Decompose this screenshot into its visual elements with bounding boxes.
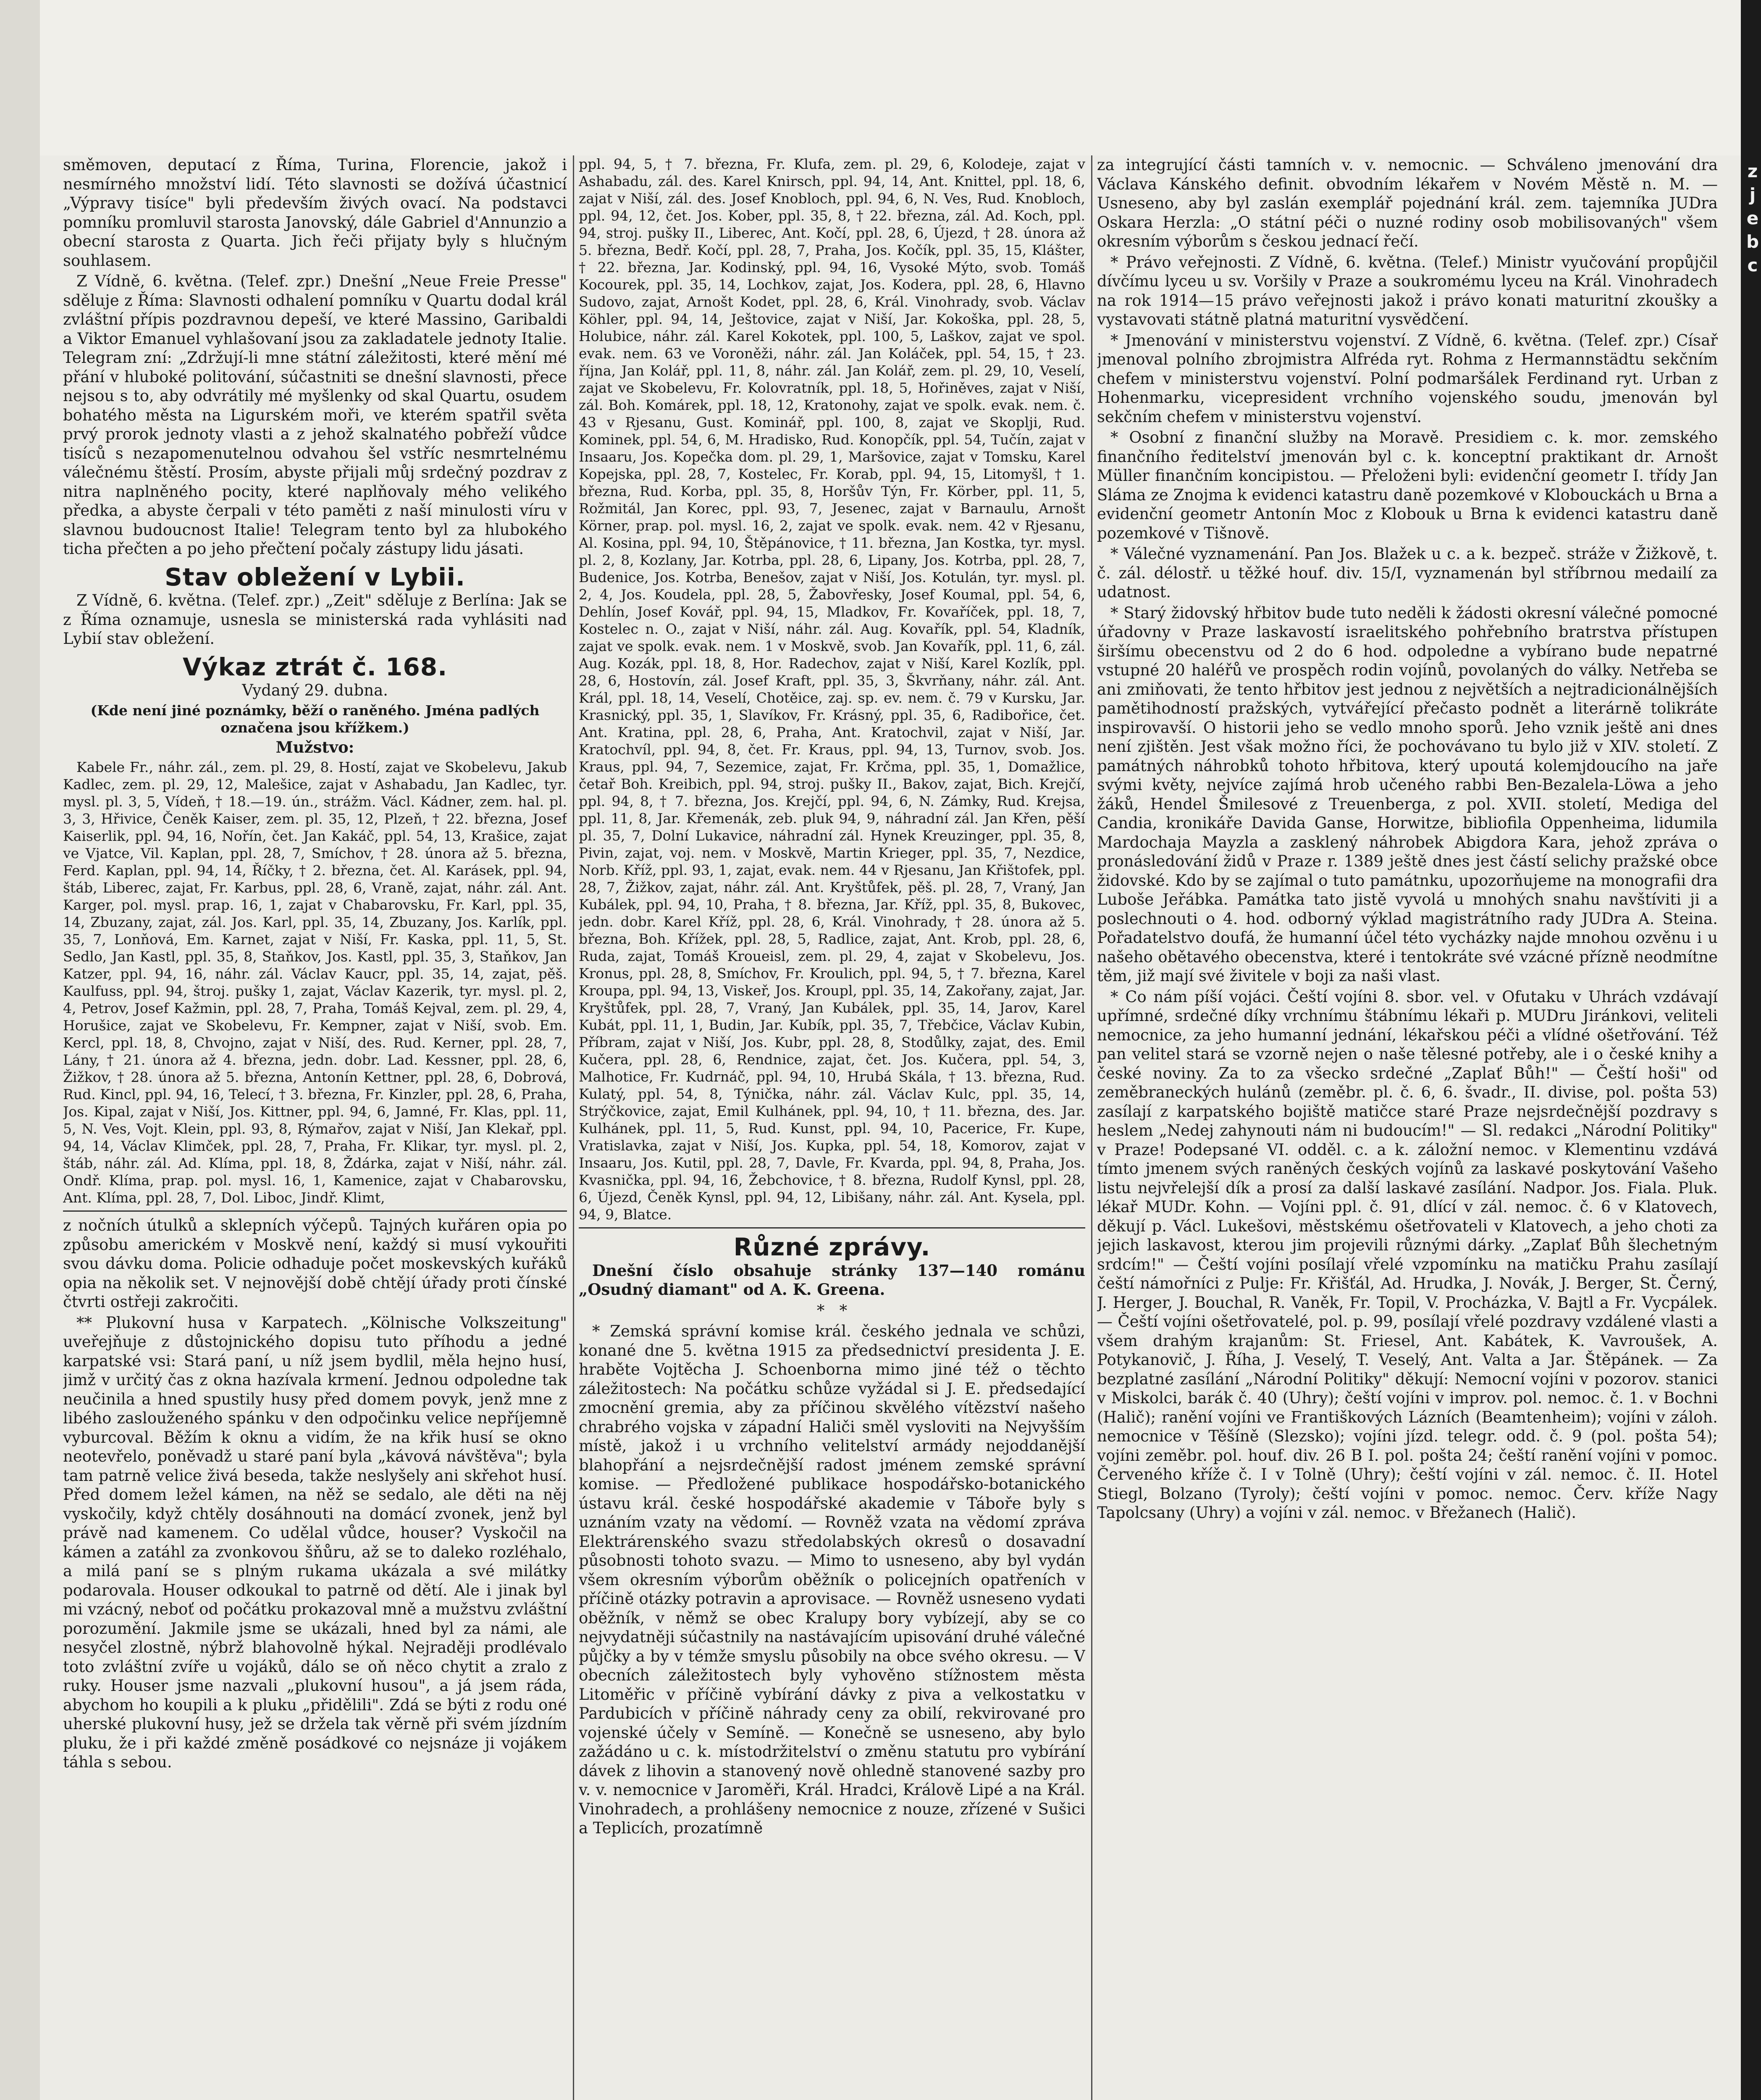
column-rule-1	[573, 155, 574, 2100]
column-1	[63, 155, 567, 2100]
column-rule-2	[1091, 155, 1092, 2100]
ruzne-zpravy-heading: Různé zprávy.	[733, 1233, 931, 1261]
right-edge-strip	[1741, 0, 1761, 2100]
jewish-cemetery-paragraph: * Starý židovský hřbitov bude tuto neděli k žádosti okresní válečné pomocné úřadovny v Praze laskavostí israelitského pohřebního bratrstva přístupen širšímu obecenstvu od 2 do 6 hod. odpoledne a vybírano bude nepatrné vstupné 20 haléřů ve prospěch rodin vojínů, povolaných do války. Netřeba se ani zmiňovati, že tento hřbitov jest jednou z největších a nejtradicionálnějších pamětihodností pražských, vytvářející přečasto podnět a literárně tolikráte inspirovavší. O historii jeho se vedlo mnoho sporů. Jeho vznik ještě ani dnes není zjištěn. Jest však možno říci, že pochovávano tu bylo již v XIV. století. Z památných náhrobků tohoto hřbitova, který upoutá kolemjdoucího na jaře svými květy, nejvíce zajímá hrob učeného rabbi Ben-Bezalela-Löwa a jeho žáků, Hendel Šmilesové z Treuenberga, z pol. XVII. století, Mediga del Candia, kronikáře Davida Ganse, Horwitze, bibliofila Oppenheima, lidumila Mardochaja Mayzla a zasklený náhrobek Abigdora Kara, jehož zpráva o pronásledování židů v Praze r. 1389 ještě dnes jest částí selichy pražské obce židovské. Kdo by se zajímal o tuto památnku, upozorňujeme na monografii dra Luboše Jeřábka. Památka tato jistě vyvolá u mnohých snahu navštíviti ji a poslechnouti o 4. hod. odborný výklad magistrátního rady JUDra A. Steina. Pořadatelstvo doufá, že humanní účel této vycházky najde mnohou ozvěnu i u našeho obětavého obecenstva, které i tentokráte své vzácné přízně neodmítne těm, již mají své živitele v boji za naši vlast.	[1097, 604, 1718, 985]
vykaz-date: Vydaný 29. dubna.	[242, 681, 388, 699]
divider	[579, 1227, 1085, 1228]
novel-notice: Dnešní číslo obsahuje stránky 137—140 románu „Osudný diamant" od A. K. Greena.	[579, 1261, 1085, 1299]
left-margin	[0, 0, 40, 2100]
column-2	[579, 155, 1085, 2100]
lybie-paragraph: Z Vídně, 6. května. (Telef. zpr.) „Zeit" sděluje z Berlína: Jak se z Říma oznamuje, usnesla se ministerská rada vyhlásiti nad Lybií stav obležení.	[63, 591, 567, 648]
column-3	[1097, 155, 1718, 2100]
king-telegram-paragraph: Z Vídně, 6. května. (Telef. zpr.) Dnešní „Neue Freie Presse" sděluje z Říma: Slavnosti odhalení pomníku v Quartu dodal král zvláštní přípis pozdravnou depeší, ve které Massino, Garibaldi a Viktor Emanuel vyhlašovaní jsou za zakladatele jednoty Italie. Telegram zní: „Zdržují-li mne státní záležitosti, které mění mé přání v hluboké politování, súčastniti se dnešní slavnosti, přece nejsou s to, aby odvrátily mé myšlenky od skal Quartu, osudem bohatého města na Ligurském moři, ve kterém spatřil světa prvý prorok jednoty vlasti a z jehož skalnatého pobřeží vůdce tisíců s nezapomenutelnou odvahou šel vstříc nesmrtelnému válečnému štěstí. Prosím, abyste přijali můj srdečný pozdrav z nitra naplněného pocity, které naplňovaly mého velikého předka, a abyste čerpali v této paměti z naší minulosti víru v slavnou budoucnost Italie! Telegram tento byl za hlubokého ticha přečten a po jeho přečtení počaly zástupy lidu jásati.	[63, 272, 567, 558]
opium-paragraph: z nočních útulků a sklepních výčepů. Tajných kuřáren opia po způsobu americkém v Moskvě není, každý si musí vykouřiti svou dávku doma. Policie odhaduje počet moskevských kuřáků opia na několik set. V nejnovější době chtějí úřady proti čínské čtvrti ostřeji zakročiti.	[63, 1216, 567, 1311]
separator-stars: * *	[816, 1301, 848, 1320]
lybie-heading: Stav obležení v Lybii.	[165, 562, 465, 591]
vykaz-section-label: Mužstvo:	[276, 738, 354, 756]
war-ministry-appointments-paragraph: * Jmenování v ministerstvu vojenství. Z Vídně, 6. května. (Telef. zpr.) Císař jmenoval polního zbrojmistra Alfréda ryt. Rohma z Hermannstädtu sekčním chefem v ministerstvu vojenství. Polní podmaršálek Ferdinand ryt. Urban z Hohenmarku, vicepresident vrchního vojenského soudu, jmenován byl sekčním chefem v ministerstvu vojenství.	[1097, 331, 1718, 426]
zemska-komise-paragraph: * Zemská správní komise král. českého jednala ve schůzi, konané dne 5. května 1915 za předsednictví presidenta J. E. hraběte Vojtěcha J. Schoenborna mimo jiné též o těchto záležitostech: Na počátku schůze vyžádal si J. E. předsedající zmocnění gremia, aby za příčinou skvělého vítězství našeho chrabrého vojska v západní Haliči směl vysloviti na Nejvyšším místě, jakož i u vrchního velitelství armády nejoddanější blahopřání a nejsrdečnější radost jménem zemské správní komise. — Předložené publikace hospodářsko-botanického ústavu král. české hospodářské akademie v Táboře byly s uznáním vzaty na vědomí. — Rovněž vzata na vědomí zpráva Elektrárenského svazu středolabských okresů o dosavadní působnosti tohoto svazu. — Mimo to usneseno, aby byl vydán všem okresním výborům oběžník o policejních opatřeních v příčině otázky potravin a aprovisace. — Rovněž usneseno vydati oběžník, v němž se obec Kralupy bory vybízejí, aby se co nejvydatněji súčastnily na nastávajícím upisování druhé válečné půjčky a by v témže smyslu působily na obce svého okresu. — V obecních záležitostech byly vyhověno stížnostem města Litoměřic v příčině vybírání dávky z piva a velkostatku v Pardubicích v příčině náhrady ceny za obilí, rekvirované pro vojenské účely v Semíně. — Konečně se usneseno, aby bylo zažádáno u c. k. místodržitelství o změnu statutu pro vybírání dávek z lihovin a stanovený nově ohledně stanovené sazby pro v. v. nemocnice v Jaroměři, Král. Hradci, Králově Lipé a na Král. Vinohradech, a prohlášeny nemocnice z nouze, zřízené v Sušici a Teplicích, prozatímně	[579, 1322, 1085, 1837]
casualty-list-part-2: ppl. 94, 5, † 7. března, Fr. Klufa, zem. pl. 29, 6, Kolodeje, zajat v Ashabadu, zál. des. Karel Knirsch, ppl. 94, 14, Ant. Knittel, ppl. 18, 6, zajat v Niší, zál. des. Josef Knobloch, ppl. 94, 6, N. Ves, Rud. Knobloch, ppl. 94, 12, čet. Jos. Kober, ppl. 35, 8, † 22. března, zál. Ad. Koch, ppl. 94, stroj. pušky II., Liberec, Ant. Kočí, ppl. 28, 6, Újezd, † 28. února až 5. března, Bedř. Kočí, ppl. 28, 7, Praha, Jos. Kočík, ppl. 35, 15, Klášter, † 22. března, Jar. Kodinský, ppl. 94, 16, Vysoké Mýto, svob. Tomáš Kocourek, ppl. 35, 14, Lochkov, zajat, Jos. Kodera, ppl. 28, 6, Hlavno Sudovo, zajat, Arnošt Kodet, ppl. 28, 6, Král. Vinohrady, svob. Václav Köhler, ppl. 94, 14, Ještovice, zajat v Niší, Jar. Kokoška, ppl. 28, 5, Holubice, náhr. zál. Karel Kokotek, ppl. 100, 5, Laškov, zajat ve spol. evak. nem. 63 ve Voroněži, náhr. zál. Jan Koláček, ppl. 54, 15, † 23. října, Jan Kolář, ppl. 11, 8, náhr. zál. Jan Kolář, zem. pl. 29, 10, Veselí, zajat ve Skobelevu, Fr. Kolovratník, ppl. 18, 5, Hořiněves, zajat v Niší, zál. Boh. Komárek, ppl. 18, 12, Kratonohy, zajat ve spolk. evak. nem. č. 43 v Rjesanu, Gust. Kominář, ppl. 100, 8, zajat ve Skoplji, Rud. Kominek, ppl. 54, 6, M. Hradisko, Rud. Konopčík, ppl. 54, Tučín, zajat v Insaaru, Jos. Kopečka dom. pl. 29, 1, Maršovice, zajat v Tomsku, Karel Kopejska, ppl. 28, 7, Kostelec, Fr. Korab, ppl. 94, 15, Litomyšl, † 1. března, Rud. Korba, ppl. 35, 8, Horšův Týn, Fr. Körber, ppl. 11, 5, Rožmitál, Jan Korec, ppl. 93, 7, Jesenec, zajat v Barnaulu, Arnošt Körner, prap. pol. mysl. 16, 2, zajat ve spolk. evak. nem. 42 v Rjesanu, Al. Kosina, ppl. 94, 10, Štěpánovice, † 11. března, Jan Kostka, tyr. mysl. pl. 2, 8, Kozlany, Jar. Kotrba, ppl. 28, 6, Lipany, Jos. Kotrba, ppl. 28, 7, Budenice, Jos. Kotrba, Benešov, zajat v Niší, Jos. Kotulán, tyr. mysl. pl. 2, 4, Jos. Koudela, ppl. 28, 5, Žabovřesky, Josef Koumal, ppl. 54, 6, Dehlín, Josef Kovář, ppl. 94, 15, Mladkov, Fr. Kovaříček, ppl. 18, 7, Kostelec n. O., zajat v Niší, náhr. zál. Aug. Kovařík, ppl. 54, Kladník, zajat ve spolk. evak. nem. 1 v Moskvě, svob. Jan Kovařík, ppl. 11, 6, zál. Aug. Kozák, ppl. 18, 8, Hor. Radechov, zajat v Niší, Karel Kozlík, ppl. 28, 6, Hostovín, zál. Josef Kraft, ppl. 35, 3, Škvrňany, náhr. zál. Ant. Král, ppl. 18, 14, Veselí, Chotěice, zaj. sp. ev. nem. č. 79 v Kursku, Jar. Krasnický, ppl. 35, 1, Slavíkov, Fr. Krásný, ppl. 35, 6, Radibořice, čet. Ant. Kratina, ppl. 28, 6, Praha, Ant. Kratochvil, zajat v Niší, Jar. Kratochvíl, ppl. 94, 8, čet. Fr. Kraus, ppl. 94, 13, Turnov, svob. Jos. Kraus, ppl. 94, 7, Sezemice, zajat, Fr. Krčma, ppl. 35, 1, Domažlice, četař Boh. Kreibich, ppl. 94, stroj. pušky II., Bakov, zajat, Bich. Krejčí, ppl. 94, 8, † 7. března, Jos. Krejčí, ppl. 94, 6, N. Zámky, Rud. Krejsa, ppl. 11, 8, Jar. Křemenák, zeb. pluk 94, 9, náhradní zál. Jan Křen, pěší pl. 35, 7, Dolní Lukavice, náhradní zál. Hynek Kreuzinger, ppl. 35, 8, Pivin, zajat, voj. nem. v Moskvě, Martin Krieger, ppl. 35, 7, Nezdice, Norb. Kříž, ppl. 93, 1, zajat, evak. nem. 44 v Rjesanu, Jan Křištofek, ppl. 28, 7, Žižkov, zajat, náhr. zál. Ant. Kryštůfek, pěš. pl. 28, 7, Vraný, Jan Kubálek, ppl. 94, 10, Praha, † 8. března, Jar. Kříž, ppl. 35, 8, Bukovec, jedn. dobr. Karel Kříž, ppl. 28, 6, Král. Vinohrady, † 28. února až 5. března, Boh. Křížek, ppl. 28, 5, Radlice, zajat, Ant. Krob, ppl. 28, 6, Ruda, zajat, Tomáš Kroueisl, zem. pl. 29, 4, zajat v Skobelevu, Jos. Kronus, ppl. 28, 8, Smíchov, Fr. Kroulich, ppl. 94, 5, † 7. března, Karel Kroupa, ppl. 94, 13, Viskeř, Jos. Kroupl, ppl. 35, 14, Zakořany, zajat, Jar. Kryštůfek, ppl. 28, 7, Vraný, Jan Kubálek, ppl. 35, 14, Jarov, Karel Kubát, ppl. 11, 1, Budin, Jar. Kubík, ppl. 35, 7, Třebčice, Václav Kubin, Příbram, zajat v Niší, Jos. Kubr, ppl. 28, 8, Stodůlky, zajat, des. Emil Kučera, ppl. 28, 6, Rendnice, zajat, čet. Jos. Kučera, ppl. 54, 3, Malhotice, Fr. Kudrnáč, ppl. 94, 10, Hrubá Skála, † 13. března, Rud. Kulatý, ppl. 54, 8, Týnička, náhr. zál. Václav Kulc, ppl. 35, 14, Strýčkovice, zajat, Emil Kulhánek, ppl. 94, 10, † 11. března, des. Jar. Kulhánek, ppl. 11, 5, Rud. Kunst, ppl. 94, 10, Pacerice, Fr. Kupe, Vratislavka, zajat v Niší, Jos. Kupka, ppl. 54, 18, Komorov, zajat v Insaaru, Jos. Kutil, ppl. 28, 7, Davle, Fr. Kvarda, ppl. 94, 8, Praha, Jos. Kvasnička, ppl. 94, 16, Žebchovice, † 8. března, Rudolf Kynsl, ppl. 28, 6, Újezd, Čeněk Kynsl, ppl. 94, 12, Libišany, náhr. zál. Ant. Kysela, ppl. 94, 9, Blatce.	[579, 156, 1085, 1223]
casualty-list-part-1: Kabele Fr., náhr. zál., zem. pl. 29, 8. Hostí, zajat ve Skobelevu, Jakub Kadlec, zem. pl. 29, 12, Malešice, zajat v Ashabadu, Jan Kadlec, tyr. mysl. pl. 3, 5, Vídeň, † 18.—19. ún., strážm. Václ. Kádner, zem. hal. pl. 3, 3, Hřivice, Čeněk Kaiser, zem. pl. 35, 12, Plzeň, † 22. března, Josef Kaiserlik, ppl. 94, 16, Nořín, čet. Jan Kakáč, ppl. 54, 13, Krašice, zajat ve Vjatce, Vil. Kaplan, ppl. 28, 7, Smíchov, † 28. února až 5. března, Ferd. Kaplan, ppl. 94, 14, Říčky, † 2. března, čet. Al. Karásek, ppl. 94, štáb, Liberec, zajat, Fr. Karbus, ppl. 28, 6, Vraně, zajat, náhr. zál. Ant. Karger, pol. mysl. prap. 16, 1, zajat v Chabarovsku, Fr. Karl, ppl. 35, 14, Zbuzany, zajat, zál. Jos. Karl, ppl. 35, 14, Zbuzany, Jos. Karlík, ppl. 35, 7, Lonňová, Em. Karnet, zajat v Niší, Fr. Kaska, ppl. 11, 5, St. Sedlo, Jan Kastl, ppl. 35, 8, Staňkov, Jos. Kastl, ppl. 35, 3, Staňkov, Jan Katzer, ppl. 94, 16, náhr. zál. Václav Kaucr, ppl. 35, 14, zajat, pěš. Kaulfuss, ppl. 94, štroj. pušky 1, zajat, Václav Kazerik, tyr. mysl. pl. 2, 4, Petrov, Josef Kažmin, ppl. 28, 7, Praha, Tomáš Kejval, zem. pl. 29, 4, Horušice, zajat ve Skobelevu, Fr. Kempner, zajat v Niší, svob. Em. Kercl, ppl. 18, 8, Chvojno, zajat v Niší, des. Rud. Kerner, ppl. 28, 7, Lány, † 21. února až 4. března, jedn. dobr. Lad. Kessner, ppl. 28, 6, Žižkov, † 28. února až 5. března, Antonín Kettner, ppl. 28, 6, Dobrová, Rud. Kincl, ppl. 94, 16, Telecí, † 3. března, Fr. Kinzler, ppl. 28, 6, Praha, Jos. Kipal, zajat v Niší, Jos. Kittner, ppl. 94, 6, Jamné, Fr. Klas, ppl. 11, 5, N. Ves, Vojt. Klein, ppl. 93, 8, Rýmařov, zajat v Niší, Jan Klekař, ppl. 94, 14, Václav Klimček, ppl. 28, 7, Praha, Fr. Klikar, tyr. mysl. pl. 2, štáb, náhr. zál. Ad. Klíma, ppl. 18, 8, Ždárka, zajat v Niší, náhr. zál. Ondř. Klíma, prap. pol. mysl. 16, 1, Kamenice, zajat v Chabarovsku, Ant. Klíma, ppl. 28, 7, Dol. Liboc, Jindř. Klimt,	[63, 759, 567, 1206]
moravia-finance-paragraph: * Osobní z finanční služby na Moravě. Presidiem c. k. mor. zemského finančního ředitelství jmenován byl c. k. konceptní praktikant dr. Arnošt Müller finančním koncipistou. — Přeloženi byli: evidenční geometr I. třídy Jan Sláma ze Znojma k evidenci katastru daně pozemkové v Klobouckách u Brna a evidenční geometr Antonín Moc z Klobouk u Brna k evidenci katastru daně pozemkové v Tišnově.	[1097, 428, 1718, 542]
integrated-hospitals-paragraph: za integrující části tamních v. v. nemocnic. — Schváleno jmenování dra Václava Kánského definit. obvodním lékařem v Novém Městě n. M. — Usneseno, aby byl zaslán exemplář pojednání král. zem. tajemníka JUDra Oskara Herzla: „O státní péči o nuzné rodiny osob mobilisovaných" všem okresním výborům s českou jednací řečí.	[1097, 156, 1718, 250]
quarto-celebration-paragraph: směmoven, deputací z Říma, Turina, Florencie, jakož i nesmírného množství lidí. Této slavnosti se dožívá účastnicí „Výpravy tisíce" byli především živých ovací. Na podstavci pomníku promluvil starosta Janovský, dále Gabriel d'Annunzio a obecní starosta z Quarta. Jich řeči přijaty byly s hlučným souhlasem.	[63, 156, 567, 270]
public-rights-paragraph: * Právo veřejnosti. Z Vídně, 6. května. (Telef.) Ministr vyučování propůjčil dívčímu lyceu u sv. Voršily v Praze a soukromému lyceu na Král. Vinohradech na rok 1914—15 právo veřejnosti jakož i právo konati maturitní zkoušky a vystavovati státně platná maturitní vysvědčení.	[1097, 253, 1718, 328]
vykaz-heading: Výkaz ztrát č. 168.	[182, 652, 448, 681]
right-edge-letters: z j e b c	[1746, 161, 1759, 276]
soldiers-letters-paragraph: * Co nám píší vojáci. Čeští vojíni 8. sbor. vel. v Ofutaku v Uhrách vzdávají upřímné, srdečné díky vrchnímu štábnímu lékaři p. MUDru Jiránkovi, veliteli nemocnice, za jeho humanní jednání, lékařskou péči a vlídné ošetřování. Též pan velitel stará se vzorně nejen o naše tělesné potřeby, ale i o české knihy a české noviny. Za to za všecko srdečné „Zaplať Bůh!" — Čeští hoši" od zeměbraneckých hulánů (zeměbr. pl. č. 6, 6. švadr., II. divise, pol. pošta 53) zasílají z karpatského bojiště matičce staré Praze nejsrdečnější pozdravy s heslem „Nedej zahynouti nám ni budoucím!" — Sl. redakci „Národní Politiky" v Praze! Podepsané VI. odděl. c. a k. záložní nemoc. v Klementinu vzdává tímto jmenem svých raněných českých vojínů za laskavé poskytování Vašeho listu nejvřelejší dík a prosí za další laskavé zasílání. Nadpor. Jos. Fiala. Pluk. lékař MUDr. Kohn. — Vojíni ppl. č. 91, dlící v zál. nemoc. č. 6 v Klatovech, děkují p. Václ. Lukešovi, městskému ošetřovateli v Klatovech, a jeho choti za jejich laskavost, kterou jim projevili různými dárky. „Zaplať Bůh šlechetným srdcím!" — Čeští vojíni posílají vřelé vzpomínku na matičku Prahu zasílají čeští námořníci z Pulje: Fr. Křišťál, Ad. Hrudka, J. Novák, J. Berger, St. Černý, J. Herger, J. Bouchal, R. Vaněk, Fr. Topil, V. Procházka, V. Bajtl a Fr. Vycpálek. — Čeští vojíni ošetřovatelé, pol. p. 99, posílají vřelé pozdravy vzdálené vlasti a všem drahým krajanům: St. Friesel, Ant. Kabátek, K. Vavroušek, A. Potykanovič, J. Říha, J. Veselý, T. Veselý, Ant. Valta a Jar. Štěpánek. — Za bezplatné zasílání „Národní Politiky" děkují: Nemocní vojíni v pozorov. stanici v Miskolci, barák č. 40 (Uhry); čeští vojíni v improv. pol. nemoc. č. 1. v Bochni (Halič); ranění vojíni ve Františkových Lázních (Beamtenheim); vojíni v záloh. nemocnice v Těšíně (Slezsko); vojíni jízd. telegr. odd. č. 9 (pol. pošta 54); vojíni zeměbr. pol. houf. div. 26 B I. pol. pošta 24; čeští ranění vojíni v pomoc. Červeného kříže č. I v Tolně (Uhry); čeští vojíni v zál. nemoc. č. II. Hotel Stiegl, Bolzano (Tyroly); čeští vojíni v pomoc. nemoc. Červ. kříže Nagy Tapolcsany (Uhry) a vojíni v zál. nemoc. v Břežanech (Halič).	[1097, 987, 1718, 1522]
vykaz-note: (Kde není jiné poznámky, běží o raněného. Jména padlých označena jsou křížkem.)	[90, 702, 540, 736]
war-decoration-paragraph: * Válečné vyznamenání. Pan Jos. Blažek u c. a k. bezpeč. stráže v Žižkově, t. č. zál. délostř. u těžké houf. div. 15/I, vyznamenán byl stříbrnou medailí za udatnost.	[1097, 545, 1718, 601]
top-blank-area	[40, 0, 1741, 155]
regimental-goose-paragraph: ** Plukovní husa v Karpatech. „Kölnische Volkszeitung" uveřejňuje z důstojnického dopisu tuto příhodu a jedné karpatské vsi: Stará paní, u níž jsem bydlil, měla hejno husí, jimž v určitý čas z okna hazívala krmení. Jednou odpoledne tak neučinila a hned spustily husy před domem povyk, jenž mne z libého zaslouženého spánku v den odpočinku velice nepříjemně vyburcoval. Běžím k oknu a vidím, že na křik husí se okno neotevřelo, poněvadž u staré paní byla „kávová návštěva"; byla tam patrně velice živá beseda, takže neslyšely ani skřehot husí. Před domem ležel kámen, na něž se sedalo, ale děti na něj vyskočily, když chtěly dosáhnouti na domácí zvonek, jenž byl právě nad kamenem. Co udělal vůdce, houser? Vyskočil na kámen a zatáhl za zvonkovou šňůru, až se to daleko rozléhalo, a milá paní se s plným rukama ukázala a své milátky podarovala. Houser odkoukal to patrně od dětí. Ale i jinak byl mi vzácný, neboť od počátku prokazoval mně a mužstvu zvláštní porozumění. Jakmile jsme se ukázali, hned byl za námi, ale nesyčel zlostně, nýbrž blahovolně hýkal. Nejraději prodlévalo toto zvláštní zvíře u vojáků, dálo se oň něco chytit a zralo z ruky. Houser jsme nazvali „plukovní husou", a já jsem ráda, abychom ho koupili a k pluku „přidělili". Zdá se býti z rodu oné uherské plukovní husy, jež se držela tak věrně při svém jízdním pluku, že i při každé změně posádkové co nejsnáze ji vojákem táhla s sebou.	[63, 1313, 567, 1771]
divider	[63, 1210, 567, 1212]
